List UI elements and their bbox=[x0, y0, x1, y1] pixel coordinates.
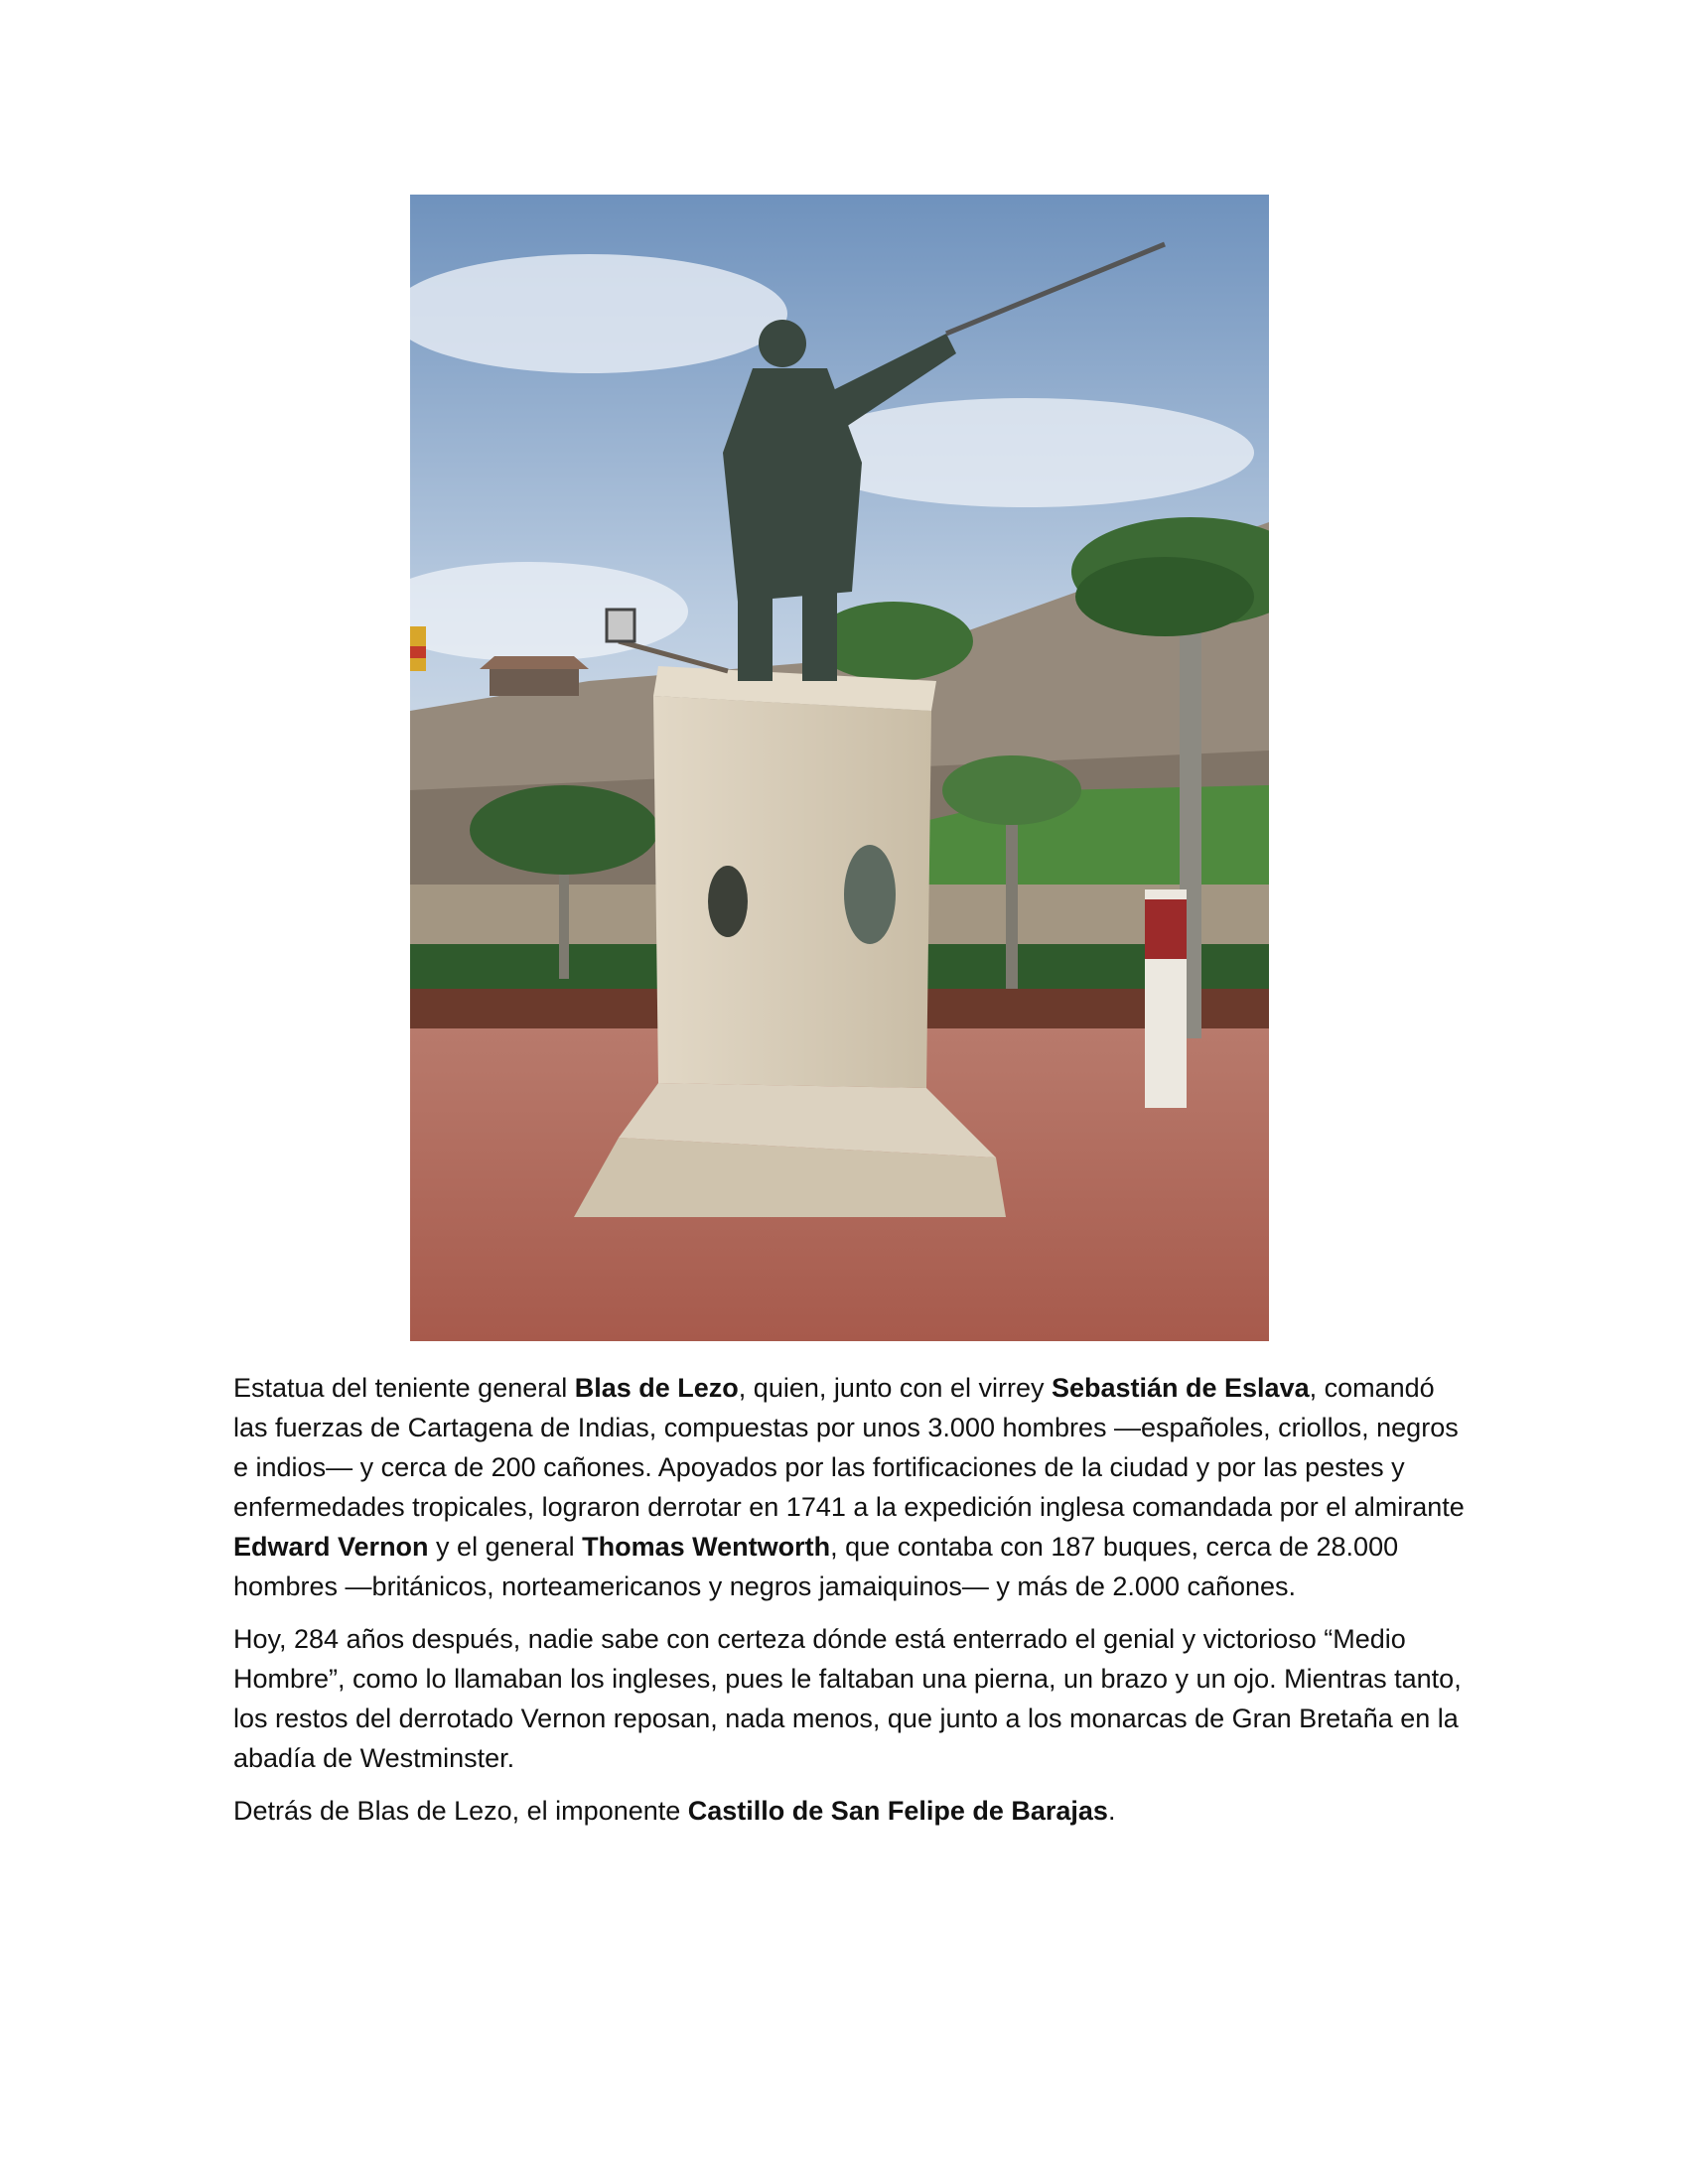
paragraph-2 bbox=[233, 1619, 1465, 1778]
text-run: Detrás de Blas de Lezo, el imponente bbox=[233, 1796, 688, 1826]
text-run: Estatua del teniente general bbox=[233, 1373, 575, 1403]
bold-text-run: Edward Vernon bbox=[233, 1532, 429, 1562]
castle-hut-roof bbox=[480, 656, 589, 669]
bold-text-run: Sebastián de Eslava bbox=[1051, 1373, 1310, 1403]
bold-text-run: Castillo de San Felipe de Barajas bbox=[687, 1796, 1108, 1826]
cloud bbox=[797, 398, 1254, 507]
paragraph-1 bbox=[233, 1368, 1465, 1606]
pedestal-medallion bbox=[844, 845, 896, 944]
text-run: , comandó las fuerzas de Cartagena de Indias, compuestas por unos 3.000 hombres —españoles, criollos, negros e indios— y cerca de 200 cañones. Apoyados por las fortificaciones de la ciudad y por las pestes y enfermedades tropicales, lograron derrotar en 1741 a la expedición inglesa comandada por el almirante bbox=[233, 1373, 1465, 1522]
castle-hut bbox=[490, 666, 579, 696]
text-run: . bbox=[1107, 1796, 1116, 1826]
flag-stripe bbox=[410, 646, 426, 658]
text-run: y el general bbox=[428, 1532, 583, 1562]
bold-text-run: Thomas Wentworth bbox=[582, 1532, 831, 1562]
info-sign-header bbox=[1145, 899, 1187, 959]
text-run: , quien, junto con el virrey bbox=[738, 1373, 1052, 1403]
text-run: , que contaba con 187 buques, cerca de 28.000 hombres —británicos, norteamericanos y negros jamaiquinos— y más de 2.000 cañones. bbox=[233, 1532, 1399, 1601]
pedestal-crest bbox=[708, 866, 748, 937]
statue-illustration bbox=[410, 195, 1269, 1341]
paragraph-3 bbox=[233, 1791, 1465, 1831]
statue-photo bbox=[410, 195, 1269, 1341]
bold-text-run: Blas de Lezo bbox=[574, 1373, 739, 1403]
caption-text bbox=[233, 1368, 1465, 1843]
text-run: Hoy, 284 años después, nadie sabe con certeza dónde está enterrado el genial y victorioso “Medio Hombre”, como lo llamaban los ingleses, pues le faltaban una pierna, un brazo y un ojo. Mientras tanto, los restos del derrotado Vernon reposan, nada menos, que junto a los monarcas de Gran Bretaña en la abadía de Westminster. bbox=[233, 1624, 1462, 1773]
